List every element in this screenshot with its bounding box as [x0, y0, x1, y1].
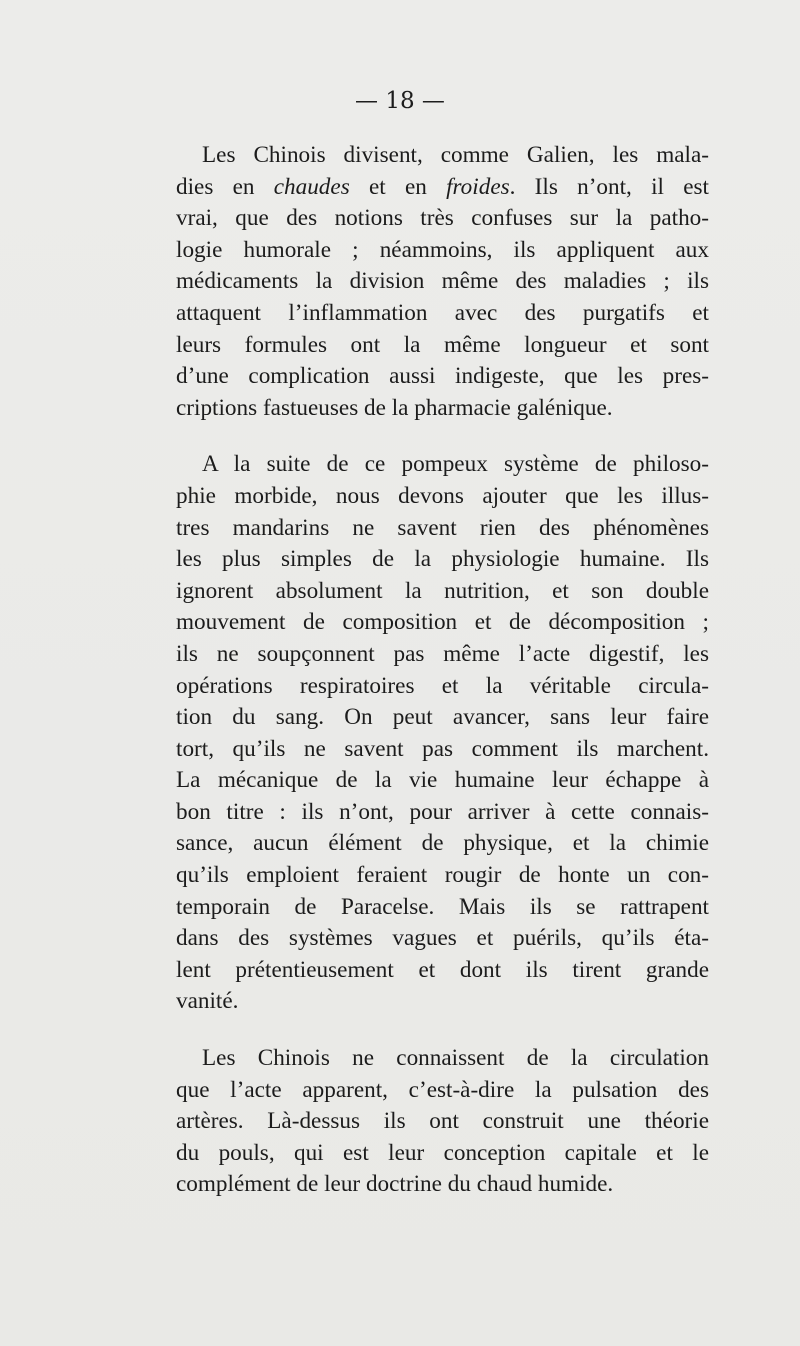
text-line: du pouls, qui est leur conception capitale et le: [176, 1139, 709, 1166]
text-line: ils ne soupçonnent pas même l’acte digestif, les: [176, 640, 709, 667]
text-line: temporain de Paracelse. Mais ils se rattrapent: [176, 893, 709, 920]
text-line: dans des systèmes vagues et puérils, qu’ils éta-: [176, 925, 709, 952]
text-line: dies en chaudes et en froides. Ils n’ont, il est: [176, 173, 709, 200]
text-line: que l’acte apparent, c’est-à-dire la pulsation des: [176, 1076, 709, 1103]
text-line: leurs formules ont la même longueur et sont: [176, 331, 709, 358]
text-line: vanité.: [176, 988, 239, 1015]
page-number: — 18 —: [355, 88, 445, 114]
text-line: tres mandarins ne savent rien des phénomènes: [176, 514, 709, 541]
italic-word: chaudes: [273, 173, 350, 200]
text-line: La mécanique de la vie humaine leur échappe à: [176, 767, 709, 794]
text-line: lent prétentieusement et dont ils tirent grande: [176, 956, 709, 983]
paragraph: [176, 449, 709, 1018]
text-line: tort, qu’ils ne savent pas comment ils marchent.: [176, 735, 709, 762]
text-line: d’une complication aussi indigeste, que les pres-: [176, 363, 709, 390]
text-line: les plus simples de la physiologie humaine. Ils: [176, 546, 709, 573]
text-line: tion du sang. On peut avancer, sans leur faire: [176, 704, 709, 731]
text-line: qu’ils emploient feraient rougir de honte un con-: [176, 862, 709, 889]
text-line: Les Chinois divisent, comme Galien, les mala-: [202, 142, 709, 168]
text-line: opérations respiratoires et la véritable circula-: [176, 672, 709, 699]
text-line: complément de leur doctrine du chaud humide.: [176, 1171, 614, 1198]
text-line: logie humorale ; néammoins, ils appliquent aux: [176, 236, 709, 263]
italic-word: froides: [446, 173, 510, 200]
text-line: criptions fastueuses de la pharmacie galénique.: [176, 394, 613, 421]
text-line: sance, aucun élément de physique, et la chimie: [176, 830, 709, 857]
text-line: vrai, que des notions très confuses sur la patho-: [176, 205, 709, 232]
text-line: mouvement de composition et de décomposition ;: [176, 609, 709, 636]
text-line: phie morbide, nous devons ajouter que les illus-: [176, 482, 709, 509]
text-line: A la suite de ce pompeux système de philoso-: [202, 451, 709, 478]
text-line: attaquent l’inflammation avec des purgatifs et: [176, 299, 709, 326]
text-line: artères. Là-dessus ils ont construit une théorie: [176, 1108, 709, 1135]
text-line: médicaments la division même des maladies ; ils: [176, 268, 709, 295]
text-line: Les Chinois ne connaissent de la circulation: [202, 1045, 709, 1072]
body-text: [176, 140, 709, 1226]
paragraph: [176, 140, 709, 424]
paragraph: [176, 1043, 709, 1201]
text-line: bon titre : ils n’ont, pour arriver à cette connais-: [176, 798, 709, 825]
text-line: ignorent absolument la nutrition, et son double: [176, 577, 709, 604]
